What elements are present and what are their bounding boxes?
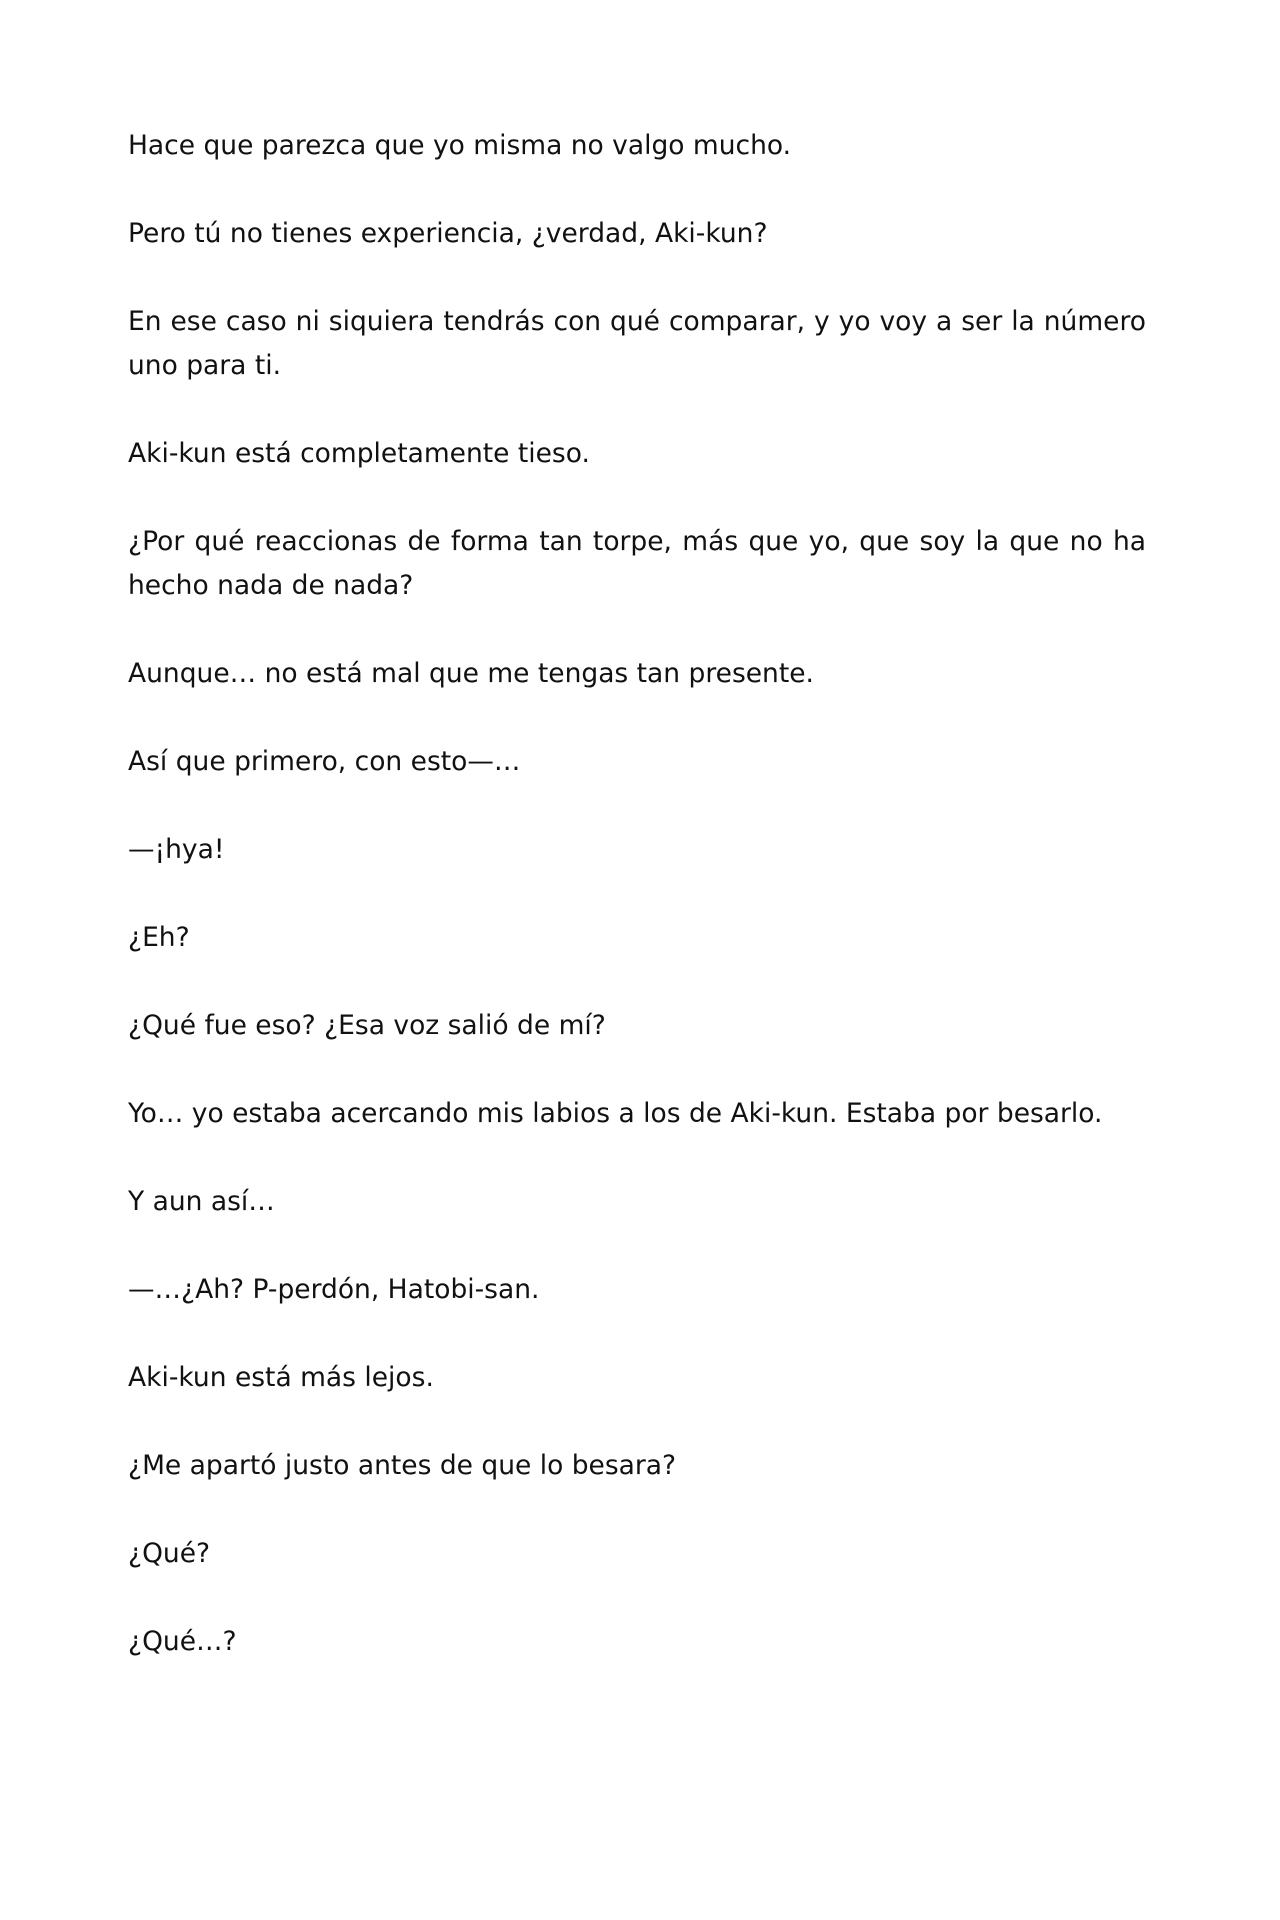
paragraph: En ese caso ni siquiera tendrás con qué comparar, y yo voy a ser la número uno para ti.	[128, 306, 1146, 381]
paragraph: Aunque… no está mal que me tengas tan presente.	[128, 658, 814, 689]
paragraph: Yo… yo estaba acercando mis labios a los de Aki-kun. Estaba por besarlo.	[128, 1098, 1103, 1129]
paragraph: Así que primero, con esto—…	[128, 746, 521, 777]
paragraph: ¿Qué…?	[128, 1626, 237, 1657]
paragraph: Aki-kun está completamente tieso.	[128, 438, 590, 469]
paragraph: ¿Qué?	[128, 1538, 211, 1569]
paragraph: ¿Por qué reaccionas de forma tan torpe, más que yo, que soy la que no ha hecho nada de nada?	[128, 526, 1146, 601]
paragraph: Aki-kun está más lejos.	[128, 1362, 434, 1393]
paragraph: ¿Eh?	[128, 922, 190, 953]
paragraph: Hace que parezca que yo misma no valgo mucho.	[128, 130, 792, 161]
paragraph: ¿Me apartó justo antes de que lo besara?	[128, 1450, 677, 1481]
paragraph: Y aun así…	[128, 1186, 275, 1217]
paragraph: ¿Qué fue eso? ¿Esa voz salió de mí?	[128, 1010, 606, 1041]
paragraph: —¡hya!	[128, 834, 225, 865]
paragraph: Pero tú no tienes experiencia, ¿verdad, Aki-kun?	[128, 218, 768, 249]
paragraph: —…¿Ah? P-perdón, Hatobi-san.	[128, 1274, 540, 1305]
